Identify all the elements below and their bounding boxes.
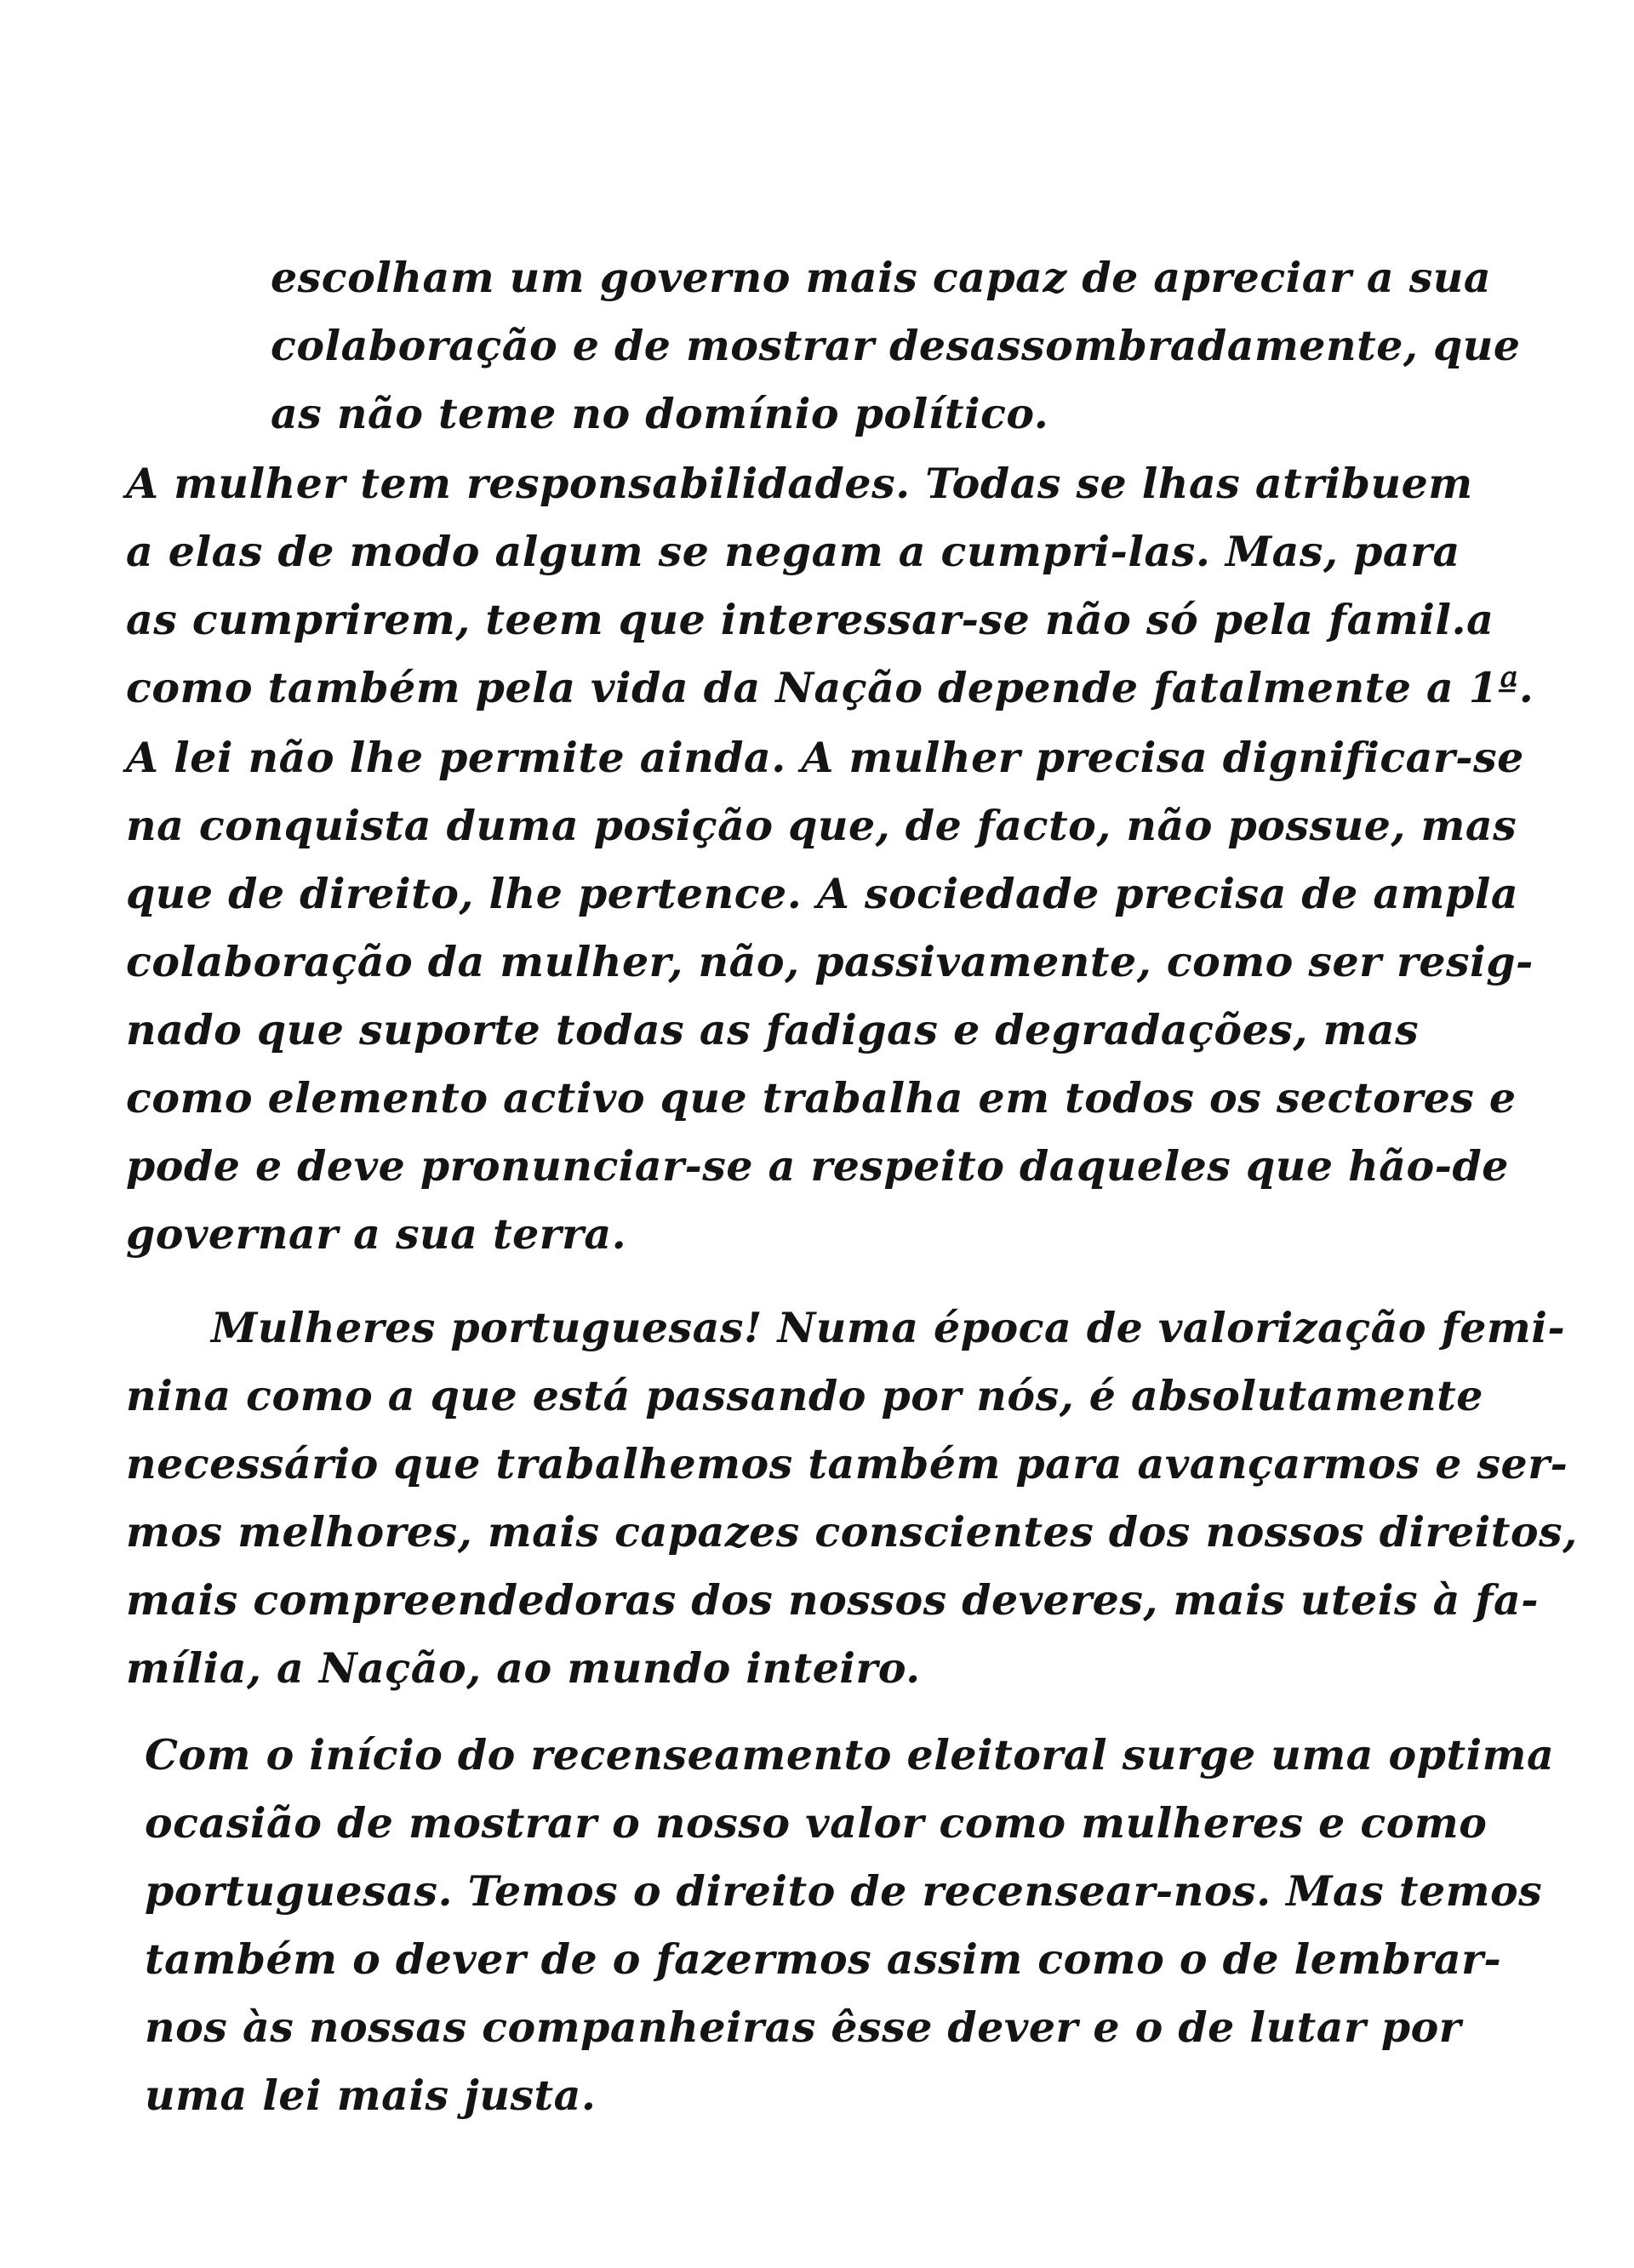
- text-line-6: as cumprirem, teem que interessar-se não só pela famil.a: [126, 595, 1494, 644]
- text-line-20: mais compreendedoras dos nossos deveres, mais uteis à fa-: [126, 1575, 1540, 1625]
- text-line-26: nos às nossas companheiras êsse dever e o de lutar por: [145, 2002, 1462, 2052]
- text-line-2: colaboração e de mostrar desassombradamente, que: [271, 321, 1521, 370]
- text-line-12: nado que suporte todas as fadigas e degradações, mas: [126, 1005, 1420, 1054]
- text-line-1: escolham um governo mais capaz de apreciar a sua: [271, 253, 1492, 302]
- text-line-4: A mulher tem responsabilidades. Todas se lhas atribuem: [126, 459, 1473, 508]
- text-line-23: ocasião de mostrar o nosso valor como mulheres e como: [145, 1798, 1488, 1848]
- text-line-27: uma lei mais justa.: [145, 2071, 597, 2120]
- text-line-25: também o dever de o fazermos assim como o de lembrar-: [145, 1934, 1502, 1984]
- text-line-22: Com o início do recenseamento eleitoral surge uma optima: [145, 1730, 1555, 1780]
- text-line-10: que de direito, lhe pertence. A sociedade precisa de ampla: [126, 869, 1519, 918]
- text-line-17: nina como a que está passando por nós, é absolutamente: [126, 1371, 1483, 1420]
- text-line-7: como também pela vida da Nação depende fatalmente a 1ª.: [126, 663, 1534, 712]
- text-line-13: como elemento activo que trabalha em todos os sectores e: [126, 1073, 1517, 1123]
- text-line-9: na conquista duma posição que, de facto, não possue, mas: [126, 801, 1517, 850]
- text-line-3: as não teme no domínio político.: [271, 389, 1049, 438]
- text-line-18: necessário que trabalhemos também para avançarmos e ser-: [126, 1439, 1568, 1488]
- text-line-15: governar a sua terra.: [126, 1209, 627, 1259]
- text-line-16: Mulheres portuguesas! Numa época de valorização femi-: [211, 1303, 1566, 1352]
- text-line-14: pode e deve pronunciar-se a respeito daqueles que hão-de: [126, 1141, 1509, 1191]
- text-line-24: portuguesas. Temos o direito de recensear-nos. Mas temos: [145, 1866, 1543, 1916]
- text-line-21: mília, a Nação, ao mundo inteiro.: [126, 1643, 921, 1693]
- text-line-11: colaboração da mulher, não, passivamente, como ser resig-: [126, 937, 1534, 986]
- text-line-19: mos melhores, mais capazes conscientes dos nossos direitos,: [126, 1507, 1578, 1557]
- text-line-5: a elas de modo algum se negam a cumpri-las. Mas, para: [126, 527, 1460, 576]
- text-line-8: A lei não lhe permite ainda. A mulher precisa dignificar-se: [126, 733, 1524, 782]
